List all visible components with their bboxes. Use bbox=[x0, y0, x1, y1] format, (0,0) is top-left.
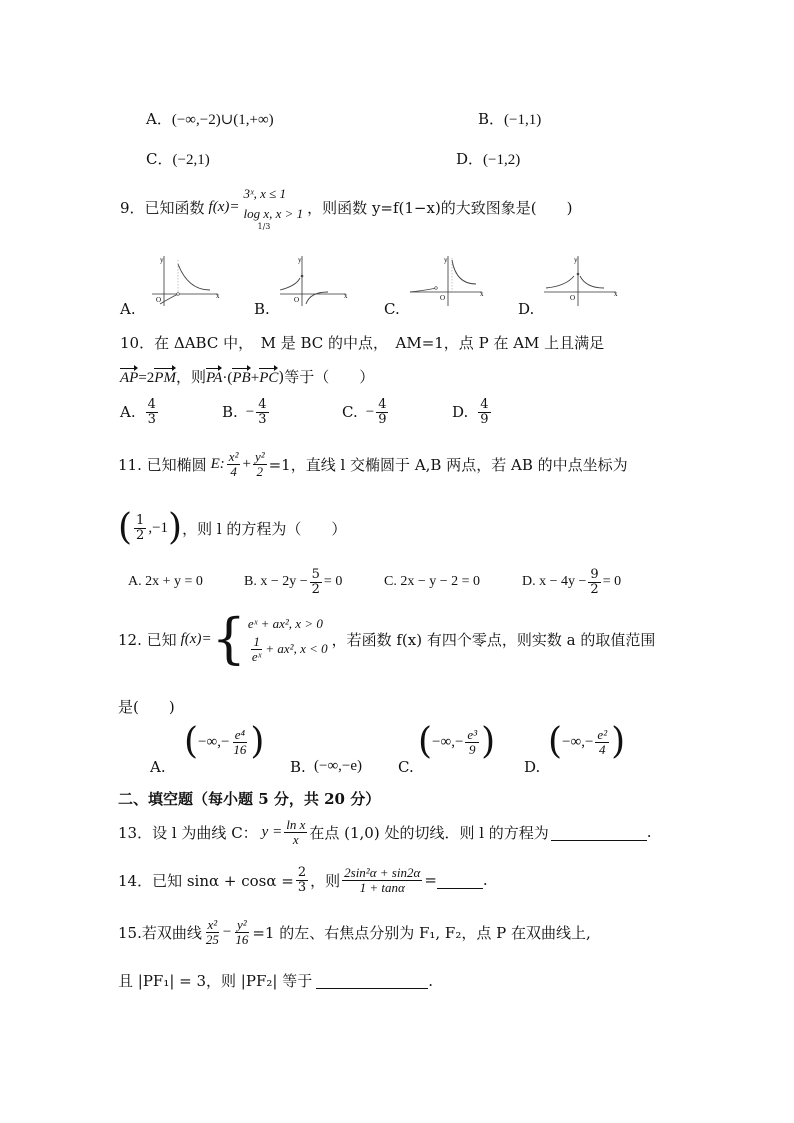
q9-graph-options bbox=[118, 254, 638, 318]
q11-option-a: A. 2x + y = 0 bbox=[128, 574, 203, 590]
q12-option-a-label: A. bbox=[150, 758, 166, 776]
q12-stem: 12. 已知 f(x)= { eˣ + ax², x > 0 $\frac{1}{\text{eˣ}}$ + ax², x < 0 ，若函数 f(x) 有四个零点，则实数 a 的取值范围 bbox=[118, 607, 656, 670]
svg-text:O: O bbox=[294, 296, 300, 304]
q11-line1: 11. 已知椭圆 E: $\frac{\text{x²}}{4}$ + $\frac{\text{y²}}{2}$ =1，直线 l 交椭圆于 A,B 两点，若 AB 的中点坐标为 bbox=[118, 449, 628, 479]
q9-stem: 9．已知函数 f(x)= 3ˣ, x ≤ 1 log x, x > 1 1/3 ，则函数 y=f(1−x)的大致图象是( ) bbox=[120, 186, 573, 231]
q15-line1: 15.若双曲线 $\frac{\text{x²}}{25}$ − $\frac{\text{y²}}{16}$ =1 的左、右焦点分别为 F₁, F₂，点 P 在双曲线上, bbox=[118, 917, 591, 947]
q11-option-c: C. 2x − y − 2 = 0 bbox=[384, 574, 481, 590]
q12-option-d-label: D. bbox=[524, 758, 541, 776]
q12-option-b: (−∞,−e) bbox=[314, 758, 363, 774]
q12-option-b-label: B. bbox=[290, 758, 306, 776]
q8-option-b: B．(−1,1) bbox=[478, 110, 542, 128]
q10-option-c: C. − $\frac{4}{9}$ bbox=[342, 397, 387, 427]
q13-answer-blank[interactable] bbox=[551, 824, 647, 841]
q9-option-c-label: C. bbox=[384, 300, 400, 318]
q11-options bbox=[128, 568, 621, 596]
svg-text:y: y bbox=[298, 256, 302, 264]
q8-option-c: C．(−2,1) bbox=[146, 150, 210, 168]
q11-midpoint: ( $\frac{1}{2}$ ,−1 ) bbox=[118, 507, 183, 548]
q10-option-b: B. − $\frac{4}{3}$ bbox=[222, 397, 267, 427]
q9-option-d-label: D. bbox=[518, 300, 535, 318]
svg-text:O: O bbox=[440, 294, 446, 302]
svg-text:y: y bbox=[444, 256, 448, 264]
q10-options bbox=[120, 398, 493, 426]
q15-answer-blank[interactable] bbox=[316, 972, 428, 989]
q14-answer-blank[interactable] bbox=[437, 872, 483, 889]
q12-line2: 是( ) bbox=[118, 698, 175, 716]
q11-option-d: D. x − 4y − $\frac{9}{2}$ = 0 bbox=[522, 567, 622, 597]
q10-option-d: D. $\frac{4}{9}$ bbox=[452, 397, 489, 427]
svg-text:O: O bbox=[156, 296, 162, 304]
q9-graph-d bbox=[540, 254, 640, 310]
svg-text:x: x bbox=[216, 292, 220, 300]
q10-line1: 10．在 ΔABC 中， M 是 BC 的中点， AM=1，点 P 在 AM 上且满足 bbox=[120, 334, 605, 352]
q9-graph-a bbox=[148, 254, 248, 310]
q12-piecewise: { eˣ + ax², x > 0 $\frac{1}{\text{eˣ}}$ + ax², x < 0 bbox=[211, 607, 328, 670]
svg-text:O: O bbox=[570, 294, 576, 302]
q9-option-a-label: A. bbox=[120, 300, 136, 318]
q9-piecewise: 3ˣ, x ≤ 1 log x, x > 1 1/3 bbox=[243, 186, 304, 231]
svg-text:x: x bbox=[344, 292, 348, 300]
q12-options bbox=[150, 721, 670, 780]
q9-option-b-label: B. bbox=[254, 300, 270, 318]
q11-line2: ( $\frac{1}{2}$ ,−1 ) ，则 l 的方程为（ ） bbox=[118, 507, 347, 548]
q10-line2: AP=2PM，则PA·(PB+PC)等于（ ） bbox=[120, 368, 375, 386]
svg-text:x: x bbox=[480, 290, 484, 298]
q15-line2: 且 |PF₁| = 3，则 |PF₂| 等于 . bbox=[118, 971, 433, 990]
svg-text:y: y bbox=[160, 256, 164, 264]
q12-option-c: ( −∞,− $\frac{\text{e³}}{9}$ ) bbox=[418, 721, 496, 762]
q9-graph-b bbox=[276, 254, 376, 310]
q12-option-c-label: C. bbox=[398, 758, 414, 776]
q14-stem: 14．已知 sinα + cosα = $\frac{2}{3}$ ，则 $\frac{\text{2sin²α + sin2α}}{1 + \tan\alpha}$ = . bbox=[118, 865, 488, 895]
svg-text:x: x bbox=[614, 290, 618, 298]
q12-option-a: ( −∞,− $\frac{\text{e⁴}}{16}$ ) bbox=[184, 721, 265, 762]
q8-option-a: A．(−∞,−2)∪(1,+∞) bbox=[146, 110, 274, 128]
q13-stem: 13．设 l 为曲线 C： y = $\frac{\text{ln x}}{x}$ 在点 (1,0) 处的切线．则 l 的方程为 . bbox=[118, 817, 652, 847]
q10-option-a: A. $\frac{4}{3}$ bbox=[120, 397, 156, 427]
q11-option-b: B. x − 2y − $\frac{5}{2}$ = 0 bbox=[244, 567, 343, 597]
q12-option-d: ( −∞,− $\frac{\text{e²}}{4}$ ) bbox=[548, 721, 626, 762]
q8-option-d: D．(−1,2) bbox=[456, 150, 521, 168]
svg-text:y: y bbox=[574, 256, 578, 264]
q9-graph-c bbox=[406, 254, 506, 310]
section-heading-fill-blank: 二、填空题（每小题 5 分，共 20 分） bbox=[118, 790, 381, 808]
